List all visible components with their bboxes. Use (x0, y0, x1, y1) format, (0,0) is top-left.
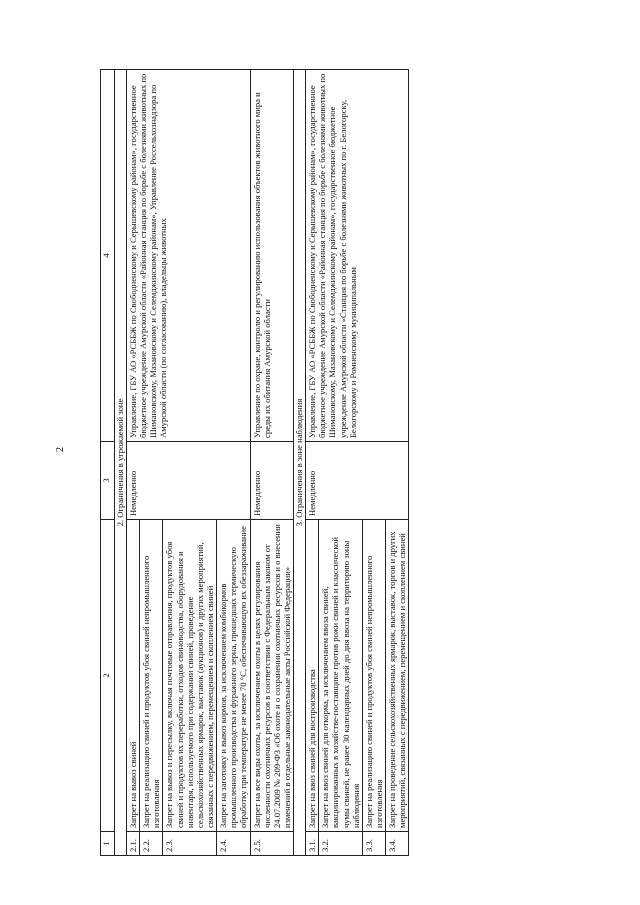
row-deadline: Немедленно (127, 442, 251, 520)
row-text: Запрет на реализацию свиней и продуктов убоя свиней непромышленного изготовления (362, 520, 385, 832)
row-text: Запрет на ввоз свиней для воспроизводства (306, 520, 319, 832)
row-text: Запрет на вывоз свиней (127, 520, 140, 832)
row-text: Запрет на все виды охоты, за исключением охоты в целях регулирования численности охотничьих ресурсов в соответствии с Федеральным законом от 24.07.2009 № 209-ФЗ «Об охоте и о сохранении охотничьих ресурсов и о внесении изменений в отдельные законодательные акты Российской Федерации» (250, 520, 294, 832)
row-deadline: Немедленно (306, 442, 409, 520)
section-title: 3. Ограничения в зоне наблюдения (294, 70, 306, 856)
table-row (306, 70, 319, 856)
col-header-1: 1 (101, 832, 115, 856)
row-text: Запрет на вывоз и пересылку, включая почтовые отправления, продуктов убоя свиней и продуктов их переработки, отходов свиноводства, оборудования и инвентаря, используемого при содержании свиней, проведение сельскохозяйственных ярмарок, выставок (аукционов) и других мероприятий, связанных с передвижением, перемещением и скоплением свиней (163, 520, 217, 832)
row-number: 2.3. (163, 832, 217, 856)
section-row (294, 70, 306, 856)
row-number: 2.1. (127, 832, 140, 856)
restrictions-table (100, 69, 409, 856)
row-text: Запрет на заготовку и вывоз кормов, за исключением комбикормов промышленного производства и фуражного зерна, прошедших термическую обработку при температуре не менее 70 °С, обеспечивающую их обеззараживание (217, 520, 250, 832)
col-header-2: 2 (101, 520, 115, 832)
row-number: 3.3. (362, 832, 385, 856)
row-text: Запрет на проведение сельскохозяйственных ярмарок, выставок, торгов и других мероприятий, связанных с передвижением, перемещением и скоплением свиней (386, 520, 409, 832)
row-number: 2.5. (250, 832, 294, 856)
row-text: Запрет на реализацию свиней и продуктов убоя свиней непромышленного изготовления (140, 520, 163, 832)
col-header-4: 4 (101, 70, 115, 442)
section-title: 2. Ограничения в угрожаемой зоне (115, 70, 127, 856)
page-number: 2 (55, 447, 66, 452)
row-number: 3.2. (319, 832, 363, 856)
row-deadline: Немедленно (250, 442, 294, 520)
row-responsible: Управление по охране, контролю и регулированию использования объектов животного мира и среды их обитания Амурской области (250, 70, 294, 442)
header-row (101, 70, 115, 856)
col-header-3: 3 (101, 442, 115, 520)
section-row (115, 70, 127, 856)
table-row (250, 70, 294, 856)
table-row (127, 70, 140, 856)
row-responsible: Управление, ГБУ АО «РСББЖ по Свободненскому и Серышевскому районам», государственное бюджетное учреждение Амурской области «Районная станция по борьбе с болезнями животных по Шимановскому, Мазановскому и Селемджинскому районам», государственное бюджетное учреждение Амурской области «Станция по борьбе с болезнями животных по г. Белогорску, Белогорскому и Ромненскому муниципальным (306, 70, 409, 442)
row-number: 2.4. (217, 832, 250, 856)
row-number: 2.2. (140, 832, 163, 856)
row-number: 3.4. (386, 832, 409, 856)
row-responsible: Управление, ГБУ АО «РСББЖ по Свободненскому и Серышевскому районам», государственное бюджетное учреждение Амурской области «Районная станция по борьбе с болезнями животных по Шимановскому, Мазановскому и Селемджинскому районам», Управление Россельхознадзора по Амурской области (по согласованию), владельцы животных (127, 70, 251, 442)
row-text: Запрет на ввоз свиней для откорма, за исключением ввоза свиней, вакцинированных в хозяйстве-поставщике против рожи свиней и классической чумы свиней, не ранее 30 календарных дней до дня ввоза на территорию зоны наблюдения (319, 520, 363, 832)
row-number: 3.1. (306, 832, 319, 856)
restrictions-table-container (100, 70, 590, 856)
